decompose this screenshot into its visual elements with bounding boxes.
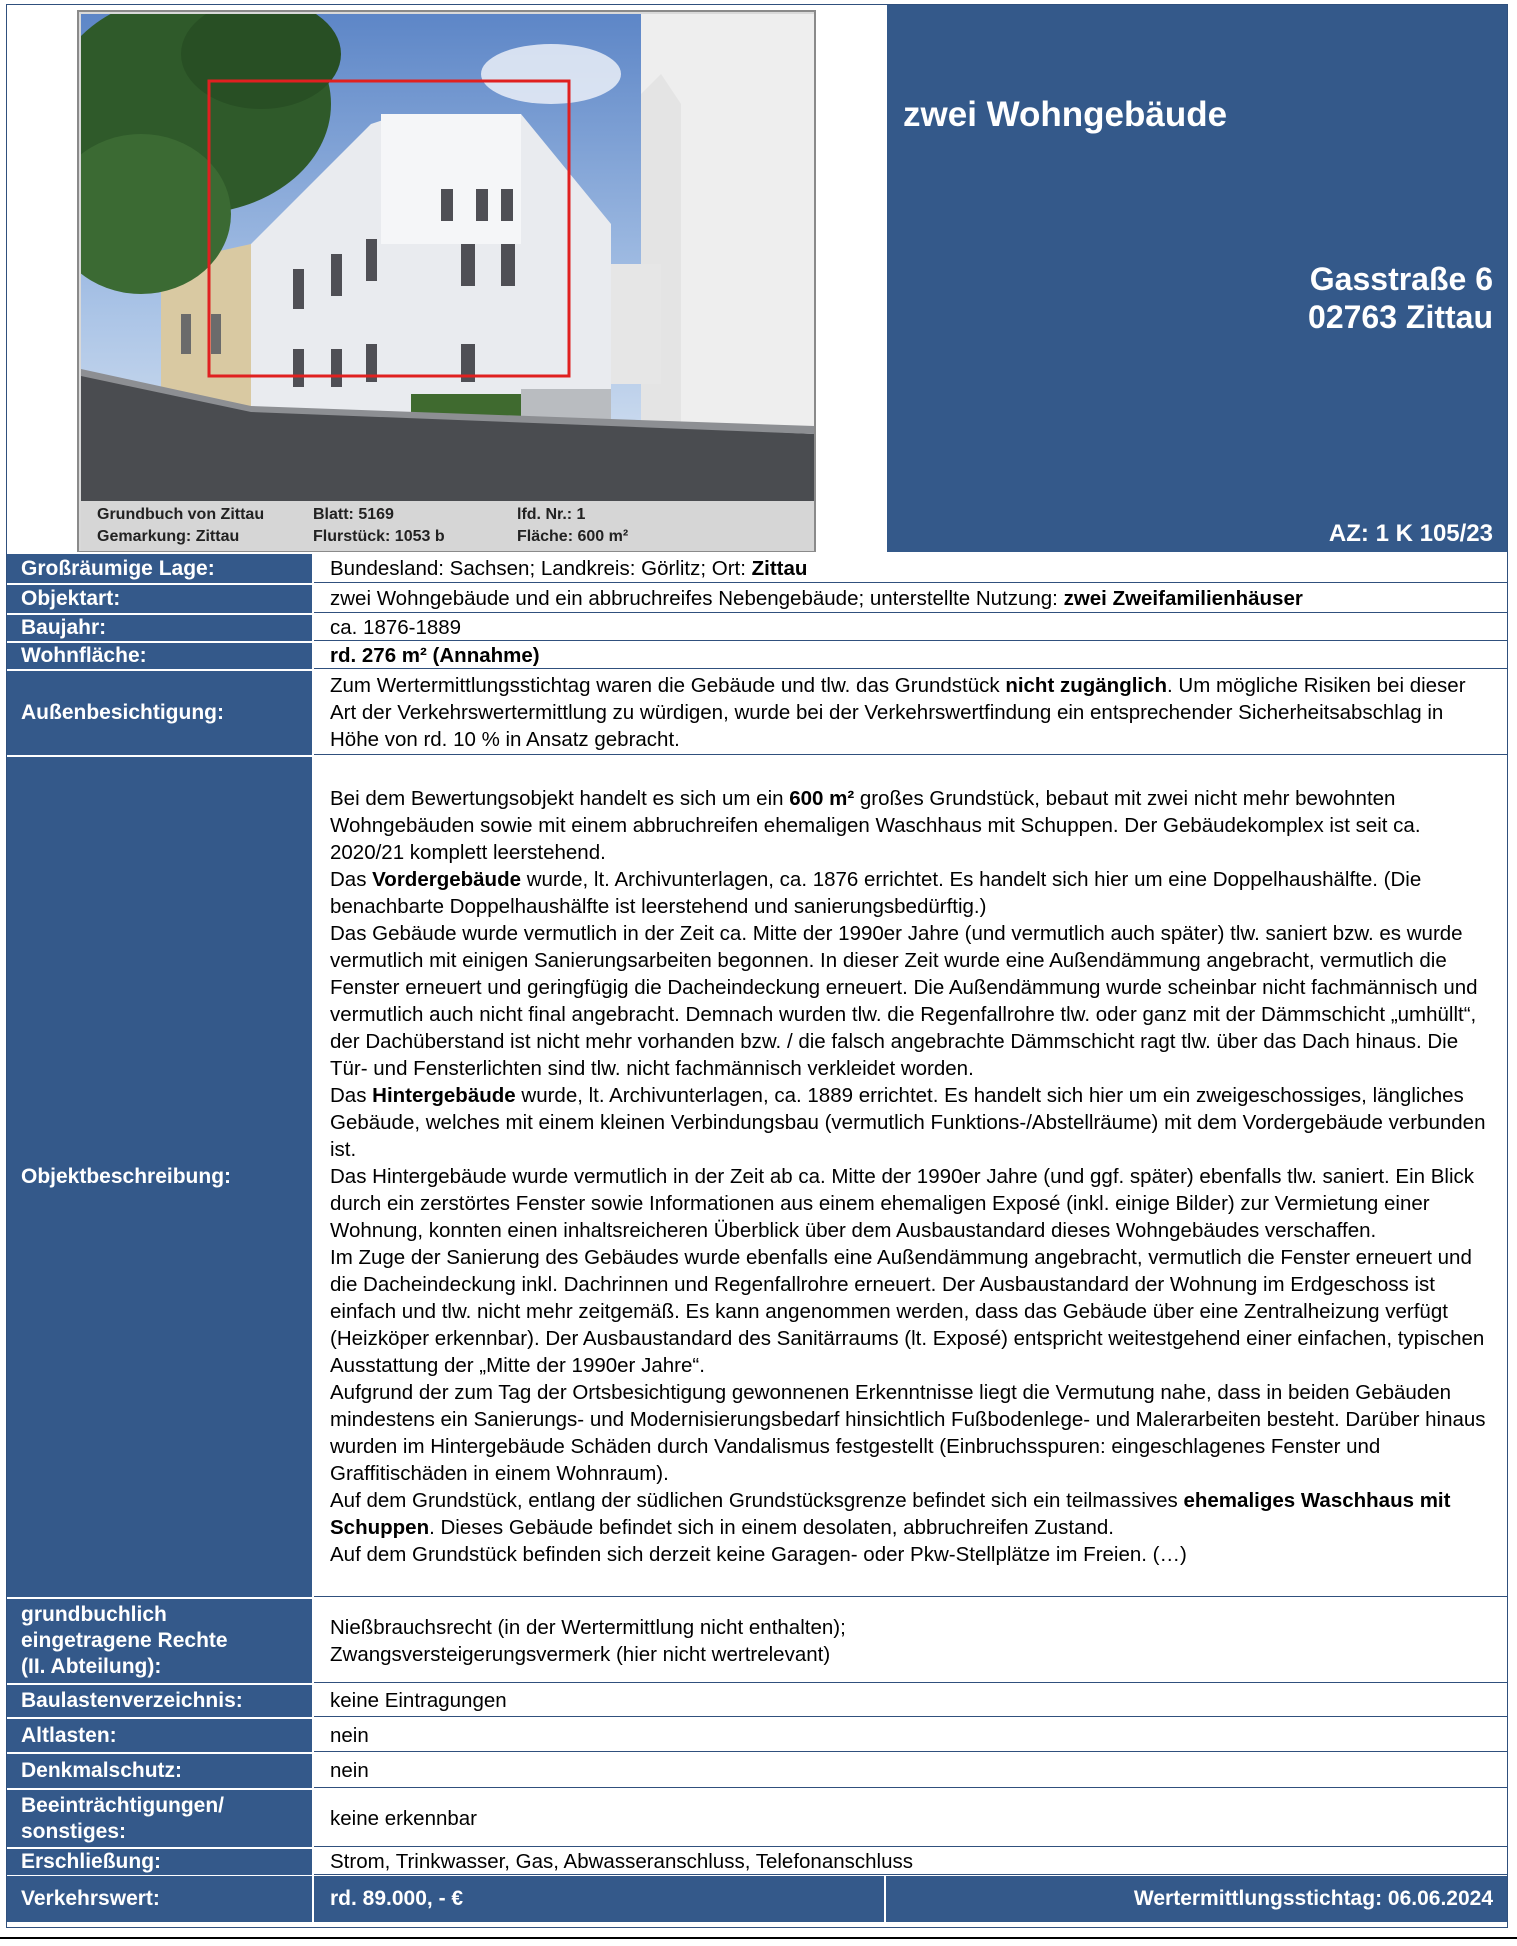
label-wohnflaeche: Wohnfläche: xyxy=(7,643,312,669)
value-denkmalschutz: nein xyxy=(314,1754,1507,1788)
row-wohnflaeche xyxy=(7,641,1507,669)
caption-lfd-nr: lfd. Nr.: 1 xyxy=(517,506,586,523)
row-lage xyxy=(7,552,1507,583)
value-beeintraechtigungen: keine erkennbar xyxy=(314,1790,1507,1847)
label-denkmalschutz: Denkmalschutz: xyxy=(7,1754,312,1788)
label-rechte: grundbuchlich eingetragene Rechte (II. Abteilung): xyxy=(7,1599,312,1683)
value-objektart: zwei Wohngebäude und ein abbruchreifes Nebengebäude; unterstellte Nutzung: zwei Zweifamilienhäuser xyxy=(314,585,1507,613)
row-baulasten xyxy=(7,1683,1507,1717)
desc-p1: Bei dem Bewertungsobjekt handelt es sich um ein 600 m² großes Grundstück, bebaut mit zwei nicht mehr bewohnten Wohngebäuden sowie mit einem abbruchreifen ehemaligen Waschhaus mit Schuppen. Der Gebäudekomplex ist seit ca. 2020/21 komplett leerstehend. xyxy=(330,787,1421,864)
header-title-panel xyxy=(885,5,1507,552)
desc-p2: Das Vordergebäude wurde, lt. Archivunterlagen, ca. 1876 errichtet. Es handelt sich hier um eine Doppelhaushälfte. (Die benachbarte Doppelhaushälfte ist leerstehend und sanierungsbedürftig.) xyxy=(330,868,1422,918)
label-erschliessung: Erschließung: xyxy=(7,1849,312,1875)
photo-panel xyxy=(7,5,885,552)
expose-sheet xyxy=(6,4,1508,1928)
photo-caption xyxy=(81,501,814,551)
value-baulasten: keine Eintragungen xyxy=(314,1685,1507,1717)
caption-flurstueck: Flurstück: 1053 b xyxy=(313,528,445,545)
row-beeintraechtigungen xyxy=(7,1788,1507,1847)
caption-blatt: Blatt: 5169 xyxy=(313,506,394,523)
row-objektart xyxy=(7,583,1507,613)
address-street: Gasstraße 6 xyxy=(1309,261,1493,297)
case-number: AZ: 1 K 105/23 xyxy=(1328,520,1493,547)
value-verkehrswert: rd. 89.000, - € xyxy=(314,1876,884,1922)
value-lage: Bundesland: Sachsen; Landkreis: Görlitz; Ort: Zittau xyxy=(314,554,1507,583)
value-altlasten: nein xyxy=(314,1719,1507,1752)
object-title: zwei Wohngebäude xyxy=(903,95,1228,134)
desc-p3: Das Gebäude wurde vermutlich in der Zeit ca. Mitte der 1990er Jahre (und vermutlich auch später) tlw. saniert bzw. es wurde vermutlich mit einigen Sanierungsarbeiten begonnen. In dieser Zeit wurde eine Außendämmung angebracht, vermutlich die Fenster erneuert und geringfügig die Dacheindeckung erneuert. Die Außendämmung wurde scheinbar nicht fachmännisch und vermutlich auch nicht final angebracht. Demnach wurden tlw. die Regenfallrohre tlw. oder ganz mit der Dämmschicht „umhüllt“, der Dachüberstand ist nicht mehr vorhanden bzw. / die falsch angebrachte Dämmschicht ragt tlw. über das Dach hinaus. Die Tür- und Fensterlichten sind tlw. nicht fachmännisch verkleidet worden. xyxy=(330,922,1478,1080)
row-altlasten xyxy=(7,1717,1507,1752)
value-rechte: Nießbrauchsrecht (in der Wertermittlung nicht enthalten); Zwangsversteigerungsvermerk (hier nicht wertrelevant) xyxy=(314,1599,1507,1683)
header xyxy=(7,5,1507,552)
footer-row xyxy=(7,1876,1507,1922)
label-baujahr: Baujahr: xyxy=(7,615,312,641)
label-beeintraechtigungen: Beeinträchtigungen/ sonstiges: xyxy=(7,1790,312,1847)
caption-gemarkung: Gemarkung: Zittau xyxy=(97,528,240,545)
label-baulasten: Baulastenverzeichnis: xyxy=(7,1685,312,1717)
desc-p7: Aufgrund der zum Tag der Ortsbesichtigung gewonnenen Erkenntnisse liegt die Vermutung nahe, dass in beiden Gebäuden mindestens ein Sanierungs- und Modernisierungsbedarf hinsichtlich Fußbodenlege- und Malerarbeiten besteht. Darüber hinaus wurden im Hintergebäude Schäden durch Vandalismus festgestellt (Einbruchsspuren: eingeschlagenes Fenster und Graffitischäden in einem Wohnraum). xyxy=(330,1381,1486,1485)
label-aussenbesichtigung: Außenbesichtigung: xyxy=(7,671,312,755)
desc-p8: Auf dem Grundstück, entlang der südlichen Grundstücksgrenze befindet sich ein teilmassives ehemaliges Waschhaus mit Schuppen. Dieses Gebäude befindet sich in einem desolaten, abbruchreifen Zustand. xyxy=(330,1489,1451,1539)
label-objektart: Objektart: xyxy=(7,585,312,613)
row-baujahr xyxy=(7,613,1507,641)
label-altlasten: Altlasten: xyxy=(7,1719,312,1752)
value-aussenbesichtigung: Zum Wertermittlungsstichtag waren die Gebäude und tlw. das Grundstück nicht zugänglich. Um mögliche Risiken bei dieser Art der Verkehrswertermittlung zu würdigen, wurde bei der Verkehrswertfindung ein entsprechender Sicherheitsabschlag in Höhe von rd. 10 % in Ansatz gebracht. xyxy=(314,671,1507,755)
object-address xyxy=(1308,260,1493,336)
label-objektbeschreibung: Objektbeschreibung: xyxy=(7,757,312,1597)
label-verkehrswert: Verkehrswert: xyxy=(7,1876,312,1922)
valuation-date: Wertermittlungsstichtag: 06.06.2024 xyxy=(886,1876,1507,1922)
row-erschliessung xyxy=(7,1847,1507,1875)
caption-flaeche: Fläche: 600 m² xyxy=(517,528,629,545)
desc-p4: Das Hintergebäude wurde, lt. Archivunterlagen, ca. 1889 errichtet. Es handelt sich hier um ein zweigeschossiges, längliches Gebäude, welches mit einem kleinen Verbindungsbau (vermutlich Funktions-/Abstellräume) mit dem Vordergebäude verbunden ist. xyxy=(330,1084,1486,1161)
value-erschliessung: Strom, Trinkwasser, Gas, Abwasseranschluss, Telefonanschluss xyxy=(314,1849,1507,1875)
desc-p9: Auf dem Grundstück befinden sich derzeit keine Garagen- oder Pkw-Stellplätze im Freien. (…) xyxy=(330,1543,1187,1566)
row-denkmalschutz xyxy=(7,1752,1507,1788)
row-rechte xyxy=(7,1597,1507,1683)
desc-p6: Im Zuge der Sanierung des Gebäudes wurde ebenfalls eine Außendämmung angebracht, vermutlich die Fenster erneuert und die Dacheindeckung inkl. Dachrinnen und Regenfallrohre erneuert. Der Ausbaustandard der Wohnung im Erdgeschoss ist einfach und tlw. nicht mehr zeitgemäß. Es kann angenommen werden, dass das Gebäude über eine Zentralheizung verfügt (Heizköper erkennbar). Der Ausbaustandard des Sanitärraums (lt. Exposé) entspricht weitestgehend einer einfachen, typischen Ausstattung der „Mitte der 1990er Jahre“. xyxy=(330,1246,1485,1377)
value-objektbeschreibung xyxy=(314,757,1507,1597)
value-baujahr: ca. 1876-1889 xyxy=(314,615,1507,641)
label-lage: Großräumige Lage: xyxy=(7,554,312,583)
bottom-rule xyxy=(0,1937,1517,1939)
photo-frame xyxy=(77,10,816,553)
row-objektbeschreibung xyxy=(7,755,1507,1597)
caption-grundbuch: Grundbuch von Zittau xyxy=(97,506,265,523)
desc-p5: Das Hintergebäude wurde vermutlich in der Zeit ab ca. Mitte der 1990er Jahre (und ggf. später) ebenfalls tlw. saniert. Ein Blick durch ein zerstörtes Fenster sowie Informationen aus einem ehemaligen Exposé (inkl. einige Bilder) zur Vermietung einer Wohnung, konnten einen inhaltsreicheren Überblick über dem Ausbaustandard dieses Wohngebäudes verschaffen. xyxy=(330,1165,1475,1242)
value-wohnflaeche: rd. 276 m² (Annahme) xyxy=(314,643,1507,669)
building-photo xyxy=(81,14,814,501)
row-aussenbesichtigung xyxy=(7,669,1507,755)
address-city: 02763 Zittau xyxy=(1308,299,1493,335)
